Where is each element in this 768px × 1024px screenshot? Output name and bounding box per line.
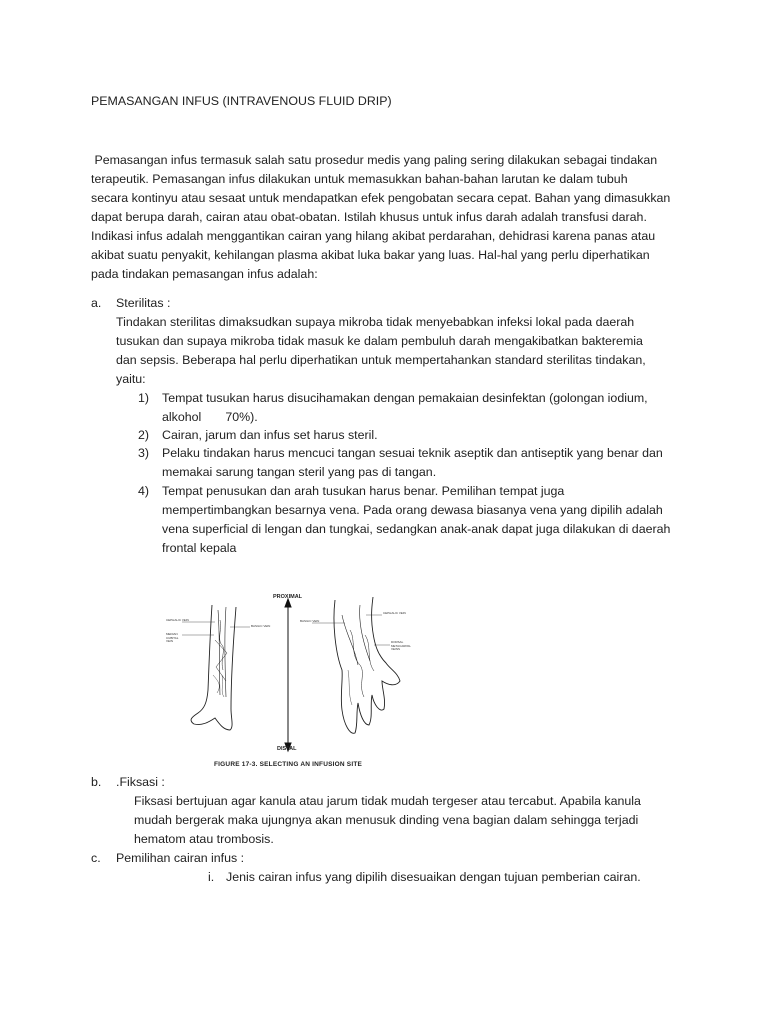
paragraph-line: pada tindakan pemasangan infus adalah: <box>91 267 318 281</box>
section-heading-sterilitas: Sterilitas : <box>116 296 171 310</box>
list-item-line: Cairan, jarum dan infus set harus steril. <box>162 428 378 442</box>
list-item: Jenis cairan infus yang dipilih disesuaikan dengan tujuan pemberian cairan. <box>226 870 641 884</box>
list-item <box>162 444 663 482</box>
distal-label: DISTAL <box>277 746 297 752</box>
fiksasi-paragraph <box>134 792 641 849</box>
paragraph-line: terapeutik. Pemasangan infus dilakukan untuk memasukkan bahan-bahan larutan ke dalam tubuh <box>91 172 628 186</box>
paragraph-line: dan sepsis. Beberapa hal perlu diperhatikan untuk mempertahankan standard sterilitas tindakan, <box>116 353 646 367</box>
paragraph-line: yaitu: <box>116 372 146 386</box>
figure-caption: FIGURE 17-3. SELECTING AN INFUSION SITE <box>214 761 363 768</box>
list-marker-b: b. <box>91 775 102 789</box>
list-item-line: mempertimbangkan besarnya vena. Pada orang dewasa biasanya vena yang dipilih adalah <box>162 503 663 517</box>
list-item-line: vena superficial di lengan dan tungkai, sedangkan anak-anak dapat juga dilakukan di daerah <box>162 522 671 536</box>
list-marker-3: 3) <box>138 446 150 460</box>
list-item-line: frontal kepala <box>162 541 237 555</box>
infusion-site-figure <box>160 585 430 775</box>
list-item-line: Tempat tusukan harus disucihamakan dengan pemakaian desinfektan (golongan iodium, <box>162 391 648 405</box>
cephalic-vein-label-left: CEPHALIC VEIN <box>166 618 189 622</box>
list-item <box>162 482 670 558</box>
list-item <box>162 389 648 427</box>
paragraph-line: Fiksasi bertujuan agar kanula atau jarum tidak mudah tergeser atau tercabut. Apabila kanula <box>134 794 641 808</box>
paragraph-line: mudah bergerak maka ujungnya akan menusuk dinding vena bagian dalam sehingga terjadi <box>134 813 639 827</box>
paragraph-line: hematom atau trombosis. <box>134 832 274 846</box>
section-heading-fiksasi: .Fiksasi : <box>116 775 165 789</box>
basilic-vein-label-left: BASILIC VEIN <box>251 624 271 628</box>
paragraph-line: Tindakan sterilitas dimaksudkan supaya mikroba tidak menyebabkan infeksi lokal pada daerah <box>116 315 635 329</box>
cephalic-vein-label-right: CEPHALIC VEIN <box>383 611 406 615</box>
list-marker-2: 2) <box>138 428 150 442</box>
list-marker-c: c. <box>91 851 101 865</box>
document-title: PEMASANGAN INFUS (INTRAVENOUS FLUID DRIP) <box>91 94 392 108</box>
leader-lines-left <box>182 622 250 635</box>
leader-lines-right <box>312 615 390 645</box>
list-marker-1: 1) <box>138 391 150 405</box>
paragraph-line: Indikasi infus adalah menggantikan cairan yang hilang akibat perdarahan, dehidrasi karena panas atau <box>91 229 656 243</box>
section-heading-pemilihan-cairan: Pemilihan cairan infus : <box>116 851 245 865</box>
list-marker-4: 4) <box>138 484 150 498</box>
paragraph-line: tusukan dan supaya mikroba tidak masuk ke dalam pembuluh darah mengakibatkan bakteremia <box>116 334 643 348</box>
list-marker-i: i. <box>208 870 215 884</box>
list-item-line: Pelaku tindakan harus mencuci tangan sesuai teknik aseptik dan antiseptik yang benar dan <box>162 446 663 460</box>
paragraph-line: akibat suatu penyakit, kehilangan plasma akibat luka bakar yang luas. Hal-hal yang perlu diperhatikan <box>91 248 650 262</box>
intro-paragraph <box>91 151 670 284</box>
list-item-line: memakai sarung tangan steril yang pas di tangan. <box>162 465 437 479</box>
list-item-line: Tempat penusukan dan arah tusukan harus benar. Pemilihan tempat juga <box>162 484 565 498</box>
dorsal-metacarpal-veins-label: DORSAL METACARPAL VEINS <box>391 640 411 651</box>
basilic-vein-label-right: BASILIC VEIN <box>300 619 320 623</box>
forearm-drawing <box>191 605 236 730</box>
median-cubital-vein-label: MEDIAN CUBITAL VEIN <box>166 632 179 643</box>
list-item-line: alkohol 70%). <box>162 410 258 424</box>
list-item <box>162 426 378 445</box>
paragraph-line: secara kontinyu atau sesaat untuk mendapatkan efek pengobatan secara cepat. Bahan yang dimasukkan <box>91 191 671 205</box>
paragraph-line: dapat berupa darah, cairan atau obat-obatan. Istilah khusus untuk infus darah adalah transfusi darah. <box>91 210 647 224</box>
proximal-label: PROXIMAL <box>273 594 303 600</box>
proximal-distal-arrow <box>285 599 291 751</box>
paragraph-line: Pemasangan infus termasuk salah satu prosedur medis yang paling sering dilakukan sebagai tindakan <box>91 153 658 167</box>
hand-drawing <box>334 597 400 733</box>
list-marker-a: a. <box>91 296 102 310</box>
sterilitas-paragraph <box>116 313 646 389</box>
